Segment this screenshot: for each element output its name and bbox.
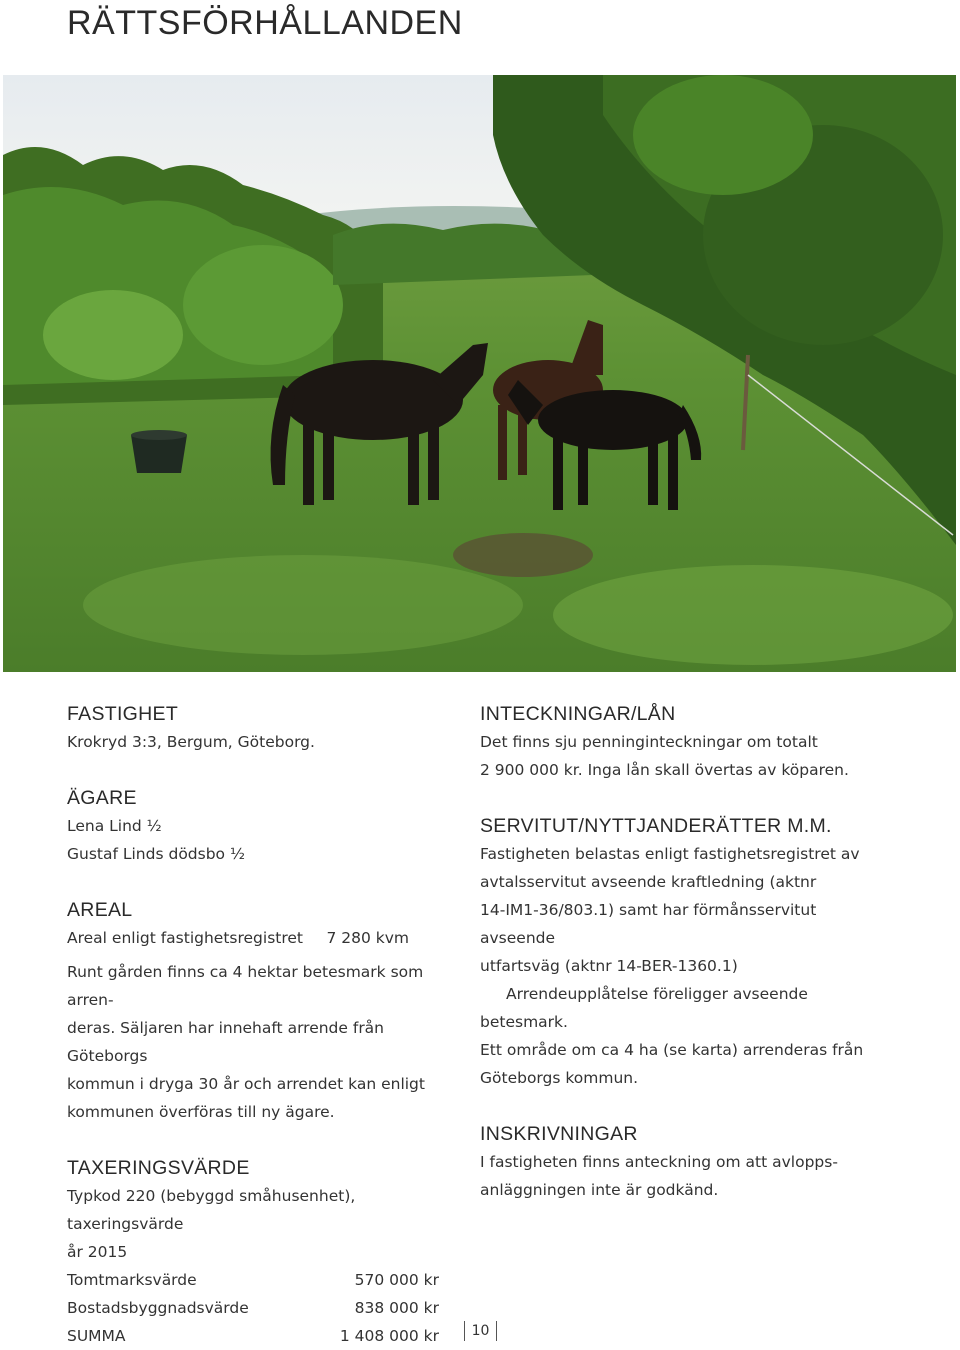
taxering-row-value: 1 408 000 kr (339, 1327, 439, 1345)
taxering-text-line: Typkod 220 (bebyggd småhusenhet), taxeringsvärde (67, 1187, 356, 1233)
inteckningar-line: Det finns sju penninginteckningar om totalt (480, 733, 818, 751)
left-column (67, 700, 439, 1350)
areal-row (67, 924, 439, 952)
inskrivningar-line: I fastigheten finns anteckning om att avlopps- (480, 1153, 838, 1171)
taxering-heading: TAXERINGSVÄRDE (67, 1157, 250, 1179)
agare-line: Gustaf Linds dödsbo ½ (67, 845, 245, 863)
servitut-line: 14-IM1-36/803.1) samt har förmånsservitut avseende (480, 901, 817, 947)
areal-text-line: kommunen överföras till ny ägare. (67, 1103, 335, 1121)
taxering-row-value: 570 000 kr (354, 1271, 439, 1289)
fastighet-text: Krokryd 3:3, Bergum, Göteborg. (67, 733, 315, 751)
right-column (480, 700, 880, 1204)
taxering-total-row (67, 1322, 439, 1350)
areal-text-line: Runt gården finns ca 4 hektar betesmark som arren- (67, 963, 424, 1009)
photo-horses-in-pasture (3, 75, 956, 672)
servitut-line: Ett område om ca 4 ha (se karta) arrenderas från (480, 1041, 864, 1059)
taxering-row (67, 1294, 439, 1322)
taxering-row (67, 1266, 439, 1294)
servitut-line: avtalsservitut avseende kraftledning (aktnr (480, 873, 817, 891)
taxering-row-value: 838 000 kr (354, 1299, 439, 1317)
inskrivningar-line: anläggningen inte är godkänd. (480, 1181, 719, 1199)
areal-text-line: kommun i dryga 30 år och arrendet kan enligt (67, 1075, 425, 1093)
servitut-line: Göteborgs kommun. (480, 1069, 639, 1087)
pasture-illustration (3, 75, 956, 672)
servitut-heading: SERVITUT/NYTTJANDERÄTTER M.M. (480, 815, 832, 837)
areal-heading: AREAL (67, 899, 133, 921)
areal-label: Areal enligt fastighetsregistret (67, 929, 303, 947)
areal-value: 7 280 kvm (326, 929, 409, 947)
inteckningar-heading: INTECKNINGAR/LÅN (480, 703, 676, 725)
taxering-row-label: SUMMA (67, 1327, 126, 1345)
areal-text-line: deras. Säljaren har innehaft arrende från Göteborgs (67, 1019, 385, 1065)
taxering-text-line: år 2015 (67, 1243, 128, 1261)
agare-line: Lena Lind ½ (67, 817, 162, 835)
page-title: RÄTTSFÖRHÅLLANDEN (67, 4, 463, 42)
taxering-row-label: Tomtmarksvärde (67, 1271, 197, 1289)
page-number: 10 (464, 1321, 497, 1341)
servitut-indent-line: Arrendeupplåtelse föreligger avseende betesmark. (480, 985, 808, 1031)
servitut-line: utfartsväg (aktnr 14-BER-1360.1) (480, 957, 738, 975)
fastighet-heading: FASTIGHET (67, 703, 179, 725)
inteckningar-line: 2 900 000 kr. Inga lån skall övertas av köparen. (480, 761, 849, 779)
inskrivningar-heading: INSKRIVNINGAR (480, 1123, 638, 1145)
taxering-row-label: Bostadsbyggnadsvärde (67, 1299, 249, 1317)
servitut-line: Fastigheten belastas enligt fastighetsregistret av (480, 845, 860, 863)
agare-heading: ÄGARE (67, 787, 137, 809)
